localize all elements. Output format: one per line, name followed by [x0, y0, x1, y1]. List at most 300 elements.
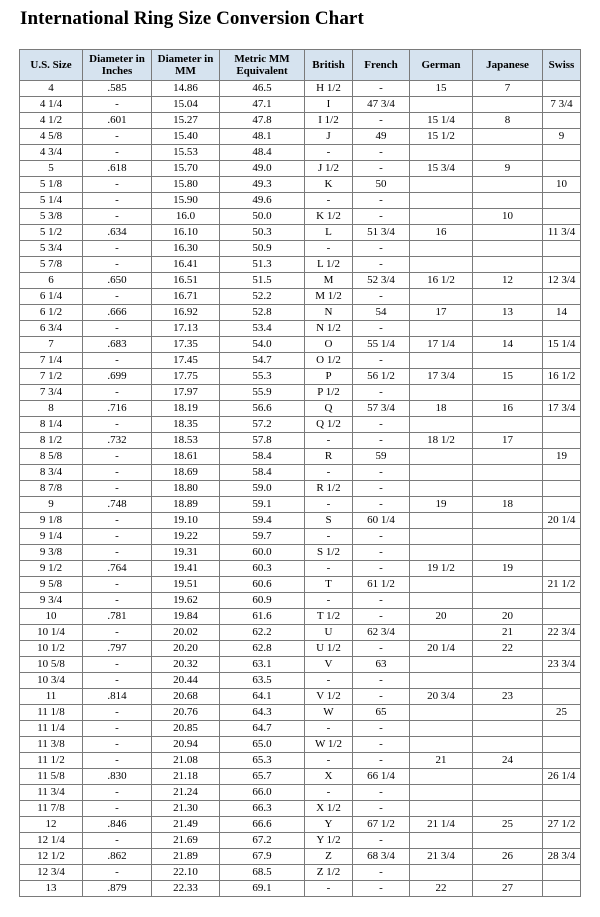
- diameter-inches-cell: .666: [83, 305, 152, 321]
- diameter-mm-cell: 22.10: [152, 865, 220, 881]
- swiss-cell: 10: [543, 177, 581, 193]
- diameter-inches-cell: -: [83, 417, 152, 433]
- metric-mm-cell: 46.5: [220, 81, 305, 97]
- diameter-inches-cell: -: [83, 545, 152, 561]
- french-cell: 66 1/4: [353, 769, 410, 785]
- table-row: [20, 289, 581, 305]
- british-cell: -: [305, 497, 353, 513]
- metric-mm-cell: 58.4: [220, 465, 305, 481]
- french-cell: -: [353, 673, 410, 689]
- british-cell: V: [305, 657, 353, 673]
- metric-mm-cell: 51.3: [220, 257, 305, 273]
- swiss-cell: [543, 145, 581, 161]
- diameter-mm-cell: 15.40: [152, 129, 220, 145]
- british-cell: Z 1/2: [305, 865, 353, 881]
- german-cell: [410, 529, 473, 545]
- british-cell: -: [305, 193, 353, 209]
- us-size-cell: 4: [20, 81, 83, 97]
- japanese-cell: [473, 673, 543, 689]
- metric-mm-cell: 63.5: [220, 673, 305, 689]
- french-cell: -: [353, 193, 410, 209]
- table-body: [20, 81, 581, 897]
- french-cell: -: [353, 241, 410, 257]
- table-row: [20, 737, 581, 753]
- british-cell: -: [305, 753, 353, 769]
- diameter-inches-cell: -: [83, 209, 152, 225]
- japanese-cell: 14: [473, 337, 543, 353]
- british-cell: O 1/2: [305, 353, 353, 369]
- german-cell: [410, 625, 473, 641]
- metric-mm-cell: 57.2: [220, 417, 305, 433]
- table-row: [20, 241, 581, 257]
- japanese-cell: [473, 785, 543, 801]
- metric-mm-cell: 50.0: [220, 209, 305, 225]
- japanese-cell: 9: [473, 161, 543, 177]
- british-cell: Q: [305, 401, 353, 417]
- japanese-cell: [473, 801, 543, 817]
- british-cell: P 1/2: [305, 385, 353, 401]
- table-row: [20, 673, 581, 689]
- us-size-cell: 7 1/4: [20, 353, 83, 369]
- metric-mm-cell: 49.3: [220, 177, 305, 193]
- metric-mm-cell: 49.6: [220, 193, 305, 209]
- diameter-inches-cell: -: [83, 193, 152, 209]
- german-cell: 20: [410, 609, 473, 625]
- diameter-inches-cell: .846: [83, 817, 152, 833]
- british-cell: X: [305, 769, 353, 785]
- swiss-cell: [543, 497, 581, 513]
- diameter-mm-cell: 21.89: [152, 849, 220, 865]
- metric-mm-cell: 64.7: [220, 721, 305, 737]
- metric-mm-cell: 59.7: [220, 529, 305, 545]
- us-size-cell: 5 7/8: [20, 257, 83, 273]
- british-cell: W: [305, 705, 353, 721]
- japanese-cell: [473, 449, 543, 465]
- british-cell: U 1/2: [305, 641, 353, 657]
- japanese-cell: [473, 225, 543, 241]
- diameter-inches-cell: -: [83, 449, 152, 465]
- german-cell: [410, 657, 473, 673]
- diameter-mm-cell: 20.85: [152, 721, 220, 737]
- diameter-mm-cell: 16.92: [152, 305, 220, 321]
- metric-mm-cell: 55.3: [220, 369, 305, 385]
- table-row: [20, 449, 581, 465]
- diameter-mm-cell: 20.94: [152, 737, 220, 753]
- header-swiss: Swiss: [543, 50, 581, 81]
- french-cell: 50: [353, 177, 410, 193]
- french-cell: 51 3/4: [353, 225, 410, 241]
- table-row: [20, 161, 581, 177]
- diameter-inches-cell: .634: [83, 225, 152, 241]
- german-cell: [410, 801, 473, 817]
- german-cell: [410, 449, 473, 465]
- japanese-cell: 15: [473, 369, 543, 385]
- british-cell: K: [305, 177, 353, 193]
- us-size-cell: 7 3/4: [20, 385, 83, 401]
- us-size-cell: 7: [20, 337, 83, 353]
- british-cell: U: [305, 625, 353, 641]
- diameter-inches-cell: -: [83, 465, 152, 481]
- british-cell: S 1/2: [305, 545, 353, 561]
- us-size-cell: 9 5/8: [20, 577, 83, 593]
- diameter-mm-cell: 15.04: [152, 97, 220, 113]
- us-size-cell: 6 3/4: [20, 321, 83, 337]
- metric-mm-cell: 47.1: [220, 97, 305, 113]
- diameter-inches-cell: .748: [83, 497, 152, 513]
- us-size-cell: 13: [20, 881, 83, 897]
- us-size-cell: 4 1/2: [20, 113, 83, 129]
- metric-mm-cell: 60.3: [220, 561, 305, 577]
- german-cell: [410, 865, 473, 881]
- british-cell: W 1/2: [305, 737, 353, 753]
- swiss-cell: 20 1/4: [543, 513, 581, 529]
- swiss-cell: [543, 593, 581, 609]
- metric-mm-cell: 66.6: [220, 817, 305, 833]
- diameter-mm-cell: 17.13: [152, 321, 220, 337]
- diameter-mm-cell: 20.02: [152, 625, 220, 641]
- german-cell: 18 1/2: [410, 433, 473, 449]
- swiss-cell: [543, 721, 581, 737]
- metric-mm-cell: 53.4: [220, 321, 305, 337]
- swiss-cell: [543, 529, 581, 545]
- diameter-inches-cell: .585: [83, 81, 152, 97]
- diameter-inches-cell: .764: [83, 561, 152, 577]
- german-cell: [410, 769, 473, 785]
- french-cell: -: [353, 545, 410, 561]
- german-cell: [410, 481, 473, 497]
- french-cell: -: [353, 753, 410, 769]
- header-diameter-inches: Diameter in Inches: [83, 50, 152, 81]
- table-row: [20, 257, 581, 273]
- us-size-cell: 5 1/8: [20, 177, 83, 193]
- us-size-cell: 12 3/4: [20, 865, 83, 881]
- japanese-cell: [473, 177, 543, 193]
- metric-mm-cell: 50.3: [220, 225, 305, 241]
- table-row: [20, 177, 581, 193]
- metric-mm-cell: 48.4: [220, 145, 305, 161]
- japanese-cell: 13: [473, 305, 543, 321]
- table-row: [20, 561, 581, 577]
- british-cell: -: [305, 241, 353, 257]
- french-cell: 60 1/4: [353, 513, 410, 529]
- japanese-cell: 23: [473, 689, 543, 705]
- us-size-cell: 9: [20, 497, 83, 513]
- german-cell: 15 1/4: [410, 113, 473, 129]
- diameter-mm-cell: 16.0: [152, 209, 220, 225]
- us-size-cell: 12 1/4: [20, 833, 83, 849]
- table-row: [20, 769, 581, 785]
- diameter-mm-cell: 16.71: [152, 289, 220, 305]
- french-cell: 63: [353, 657, 410, 673]
- diameter-mm-cell: 18.69: [152, 465, 220, 481]
- diameter-inches-cell: -: [83, 97, 152, 113]
- diameter-inches-cell: -: [83, 289, 152, 305]
- swiss-cell: [543, 321, 581, 337]
- japanese-cell: [473, 145, 543, 161]
- japanese-cell: 27: [473, 881, 543, 897]
- german-cell: 16: [410, 225, 473, 241]
- diameter-inches-cell: -: [83, 801, 152, 817]
- diameter-mm-cell: 20.20: [152, 641, 220, 657]
- metric-mm-cell: 52.8: [220, 305, 305, 321]
- metric-mm-cell: 59.0: [220, 481, 305, 497]
- japanese-cell: 26: [473, 849, 543, 865]
- swiss-cell: [543, 465, 581, 481]
- metric-mm-cell: 51.5: [220, 273, 305, 289]
- diameter-inches-cell: .650: [83, 273, 152, 289]
- diameter-mm-cell: 16.41: [152, 257, 220, 273]
- french-cell: 54: [353, 305, 410, 321]
- swiss-cell: 12 3/4: [543, 273, 581, 289]
- swiss-cell: 16 1/2: [543, 369, 581, 385]
- german-cell: 17: [410, 305, 473, 321]
- japanese-cell: 19: [473, 561, 543, 577]
- german-cell: 16 1/2: [410, 273, 473, 289]
- british-cell: K 1/2: [305, 209, 353, 225]
- diameter-inches-cell: .683: [83, 337, 152, 353]
- diameter-mm-cell: 20.68: [152, 689, 220, 705]
- us-size-cell: 10 3/4: [20, 673, 83, 689]
- diameter-inches-cell: -: [83, 577, 152, 593]
- swiss-cell: [543, 801, 581, 817]
- chart-title: International Ring Size Conversion Chart: [20, 8, 364, 29]
- diameter-inches-cell: -: [83, 529, 152, 545]
- us-size-cell: 5: [20, 161, 83, 177]
- swiss-cell: [543, 881, 581, 897]
- french-cell: 49: [353, 129, 410, 145]
- table-row: [20, 305, 581, 321]
- swiss-cell: 9: [543, 129, 581, 145]
- british-cell: -: [305, 721, 353, 737]
- british-cell: Q 1/2: [305, 417, 353, 433]
- british-cell: -: [305, 433, 353, 449]
- us-size-cell: 11 7/8: [20, 801, 83, 817]
- german-cell: [410, 705, 473, 721]
- german-cell: [410, 177, 473, 193]
- diameter-inches-cell: -: [83, 513, 152, 529]
- french-cell: -: [353, 289, 410, 305]
- swiss-cell: [543, 865, 581, 881]
- german-cell: [410, 353, 473, 369]
- french-cell: -: [353, 833, 410, 849]
- diameter-inches-cell: .601: [83, 113, 152, 129]
- german-cell: 20 3/4: [410, 689, 473, 705]
- table-row: [20, 273, 581, 289]
- swiss-cell: 22 3/4: [543, 625, 581, 641]
- japanese-cell: 20: [473, 609, 543, 625]
- table-row: [20, 193, 581, 209]
- diameter-mm-cell: 19.22: [152, 529, 220, 545]
- german-cell: [410, 465, 473, 481]
- french-cell: -: [353, 145, 410, 161]
- japanese-cell: [473, 577, 543, 593]
- diameter-mm-cell: 21.08: [152, 753, 220, 769]
- british-cell: -: [305, 465, 353, 481]
- us-size-cell: 10 5/8: [20, 657, 83, 673]
- header-german: German: [410, 50, 473, 81]
- diameter-inches-cell: -: [83, 625, 152, 641]
- german-cell: 20 1/4: [410, 641, 473, 657]
- german-cell: 19 1/2: [410, 561, 473, 577]
- french-cell: 52 3/4: [353, 273, 410, 289]
- british-cell: N: [305, 305, 353, 321]
- french-cell: 47 3/4: [353, 97, 410, 113]
- british-cell: Y 1/2: [305, 833, 353, 849]
- us-size-cell: 10: [20, 609, 83, 625]
- metric-mm-cell: 65.7: [220, 769, 305, 785]
- german-cell: 18: [410, 401, 473, 417]
- japanese-cell: [473, 593, 543, 609]
- swiss-cell: [543, 385, 581, 401]
- german-cell: 17 3/4: [410, 369, 473, 385]
- diameter-mm-cell: 20.44: [152, 673, 220, 689]
- swiss-cell: [543, 785, 581, 801]
- metric-mm-cell: 60.6: [220, 577, 305, 593]
- metric-mm-cell: 58.4: [220, 449, 305, 465]
- diameter-inches-cell: -: [83, 657, 152, 673]
- german-cell: [410, 721, 473, 737]
- diameter-inches-cell: -: [83, 353, 152, 369]
- us-size-cell: 9 1/8: [20, 513, 83, 529]
- french-cell: -: [353, 385, 410, 401]
- metric-mm-cell: 56.6: [220, 401, 305, 417]
- us-size-cell: 8 3/4: [20, 465, 83, 481]
- swiss-cell: 23 3/4: [543, 657, 581, 673]
- japanese-cell: [473, 321, 543, 337]
- german-cell: [410, 833, 473, 849]
- table-row: [20, 465, 581, 481]
- diameter-mm-cell: 15.70: [152, 161, 220, 177]
- metric-mm-cell: 64.1: [220, 689, 305, 705]
- german-cell: [410, 257, 473, 273]
- swiss-cell: 19: [543, 449, 581, 465]
- table-row: [20, 721, 581, 737]
- diameter-mm-cell: 19.84: [152, 609, 220, 625]
- german-cell: [410, 193, 473, 209]
- header-metric-mm: Metric MM Equivalent: [220, 50, 305, 81]
- british-cell: H 1/2: [305, 81, 353, 97]
- swiss-cell: [543, 209, 581, 225]
- british-cell: V 1/2: [305, 689, 353, 705]
- metric-mm-cell: 66.3: [220, 801, 305, 817]
- table-row: [20, 81, 581, 97]
- table-row: [20, 609, 581, 625]
- metric-mm-cell: 65.0: [220, 737, 305, 753]
- japanese-cell: 7: [473, 81, 543, 97]
- german-cell: 21: [410, 753, 473, 769]
- british-cell: -: [305, 593, 353, 609]
- japanese-cell: [473, 257, 543, 273]
- french-cell: -: [353, 785, 410, 801]
- diameter-mm-cell: 17.97: [152, 385, 220, 401]
- german-cell: [410, 577, 473, 593]
- swiss-cell: [543, 241, 581, 257]
- french-cell: -: [353, 561, 410, 577]
- metric-mm-cell: 54.7: [220, 353, 305, 369]
- diameter-mm-cell: 15.27: [152, 113, 220, 129]
- japanese-cell: 16: [473, 401, 543, 417]
- us-size-cell: 5 3/4: [20, 241, 83, 257]
- japanese-cell: 25: [473, 817, 543, 833]
- metric-mm-cell: 62.2: [220, 625, 305, 641]
- diameter-inches-cell: .862: [83, 849, 152, 865]
- french-cell: -: [353, 481, 410, 497]
- diameter-mm-cell: 17.75: [152, 369, 220, 385]
- british-cell: -: [305, 145, 353, 161]
- swiss-cell: [543, 641, 581, 657]
- british-cell: X 1/2: [305, 801, 353, 817]
- table-row: [20, 209, 581, 225]
- german-cell: [410, 209, 473, 225]
- french-cell: -: [353, 865, 410, 881]
- us-size-cell: 11: [20, 689, 83, 705]
- british-cell: T: [305, 577, 353, 593]
- diameter-inches-cell: .699: [83, 369, 152, 385]
- japanese-cell: [473, 721, 543, 737]
- metric-mm-cell: 59.4: [220, 513, 305, 529]
- table-row: [20, 513, 581, 529]
- swiss-cell: 21 1/2: [543, 577, 581, 593]
- german-cell: 15: [410, 81, 473, 97]
- french-cell: -: [353, 353, 410, 369]
- german-cell: [410, 145, 473, 161]
- table-row: [20, 833, 581, 849]
- diameter-mm-cell: 18.61: [152, 449, 220, 465]
- japanese-cell: 12: [473, 273, 543, 289]
- us-size-cell: 10 1/2: [20, 641, 83, 657]
- table-row: [20, 849, 581, 865]
- french-cell: 67 1/2: [353, 817, 410, 833]
- german-cell: [410, 593, 473, 609]
- french-cell: 65: [353, 705, 410, 721]
- diameter-mm-cell: 18.35: [152, 417, 220, 433]
- us-size-cell: 10 1/4: [20, 625, 83, 641]
- british-cell: Z: [305, 849, 353, 865]
- french-cell: -: [353, 641, 410, 657]
- french-cell: -: [353, 737, 410, 753]
- british-cell: -: [305, 673, 353, 689]
- diameter-inches-cell: -: [83, 481, 152, 497]
- french-cell: -: [353, 161, 410, 177]
- diameter-mm-cell: 21.30: [152, 801, 220, 817]
- british-cell: L: [305, 225, 353, 241]
- diameter-inches-cell: -: [83, 705, 152, 721]
- japanese-cell: [473, 737, 543, 753]
- table-row: [20, 657, 581, 673]
- swiss-cell: [543, 289, 581, 305]
- diameter-mm-cell: 21.18: [152, 769, 220, 785]
- swiss-cell: [543, 113, 581, 129]
- japanese-cell: [473, 241, 543, 257]
- diameter-mm-cell: 18.80: [152, 481, 220, 497]
- header-diameter-mm: Diameter in MM: [152, 50, 220, 81]
- us-size-cell: 6 1/2: [20, 305, 83, 321]
- diameter-mm-cell: 16.10: [152, 225, 220, 241]
- diameter-inches-cell: -: [83, 257, 152, 273]
- table-row: [20, 97, 581, 113]
- diameter-mm-cell: 16.30: [152, 241, 220, 257]
- japanese-cell: 24: [473, 753, 543, 769]
- table-row: [20, 417, 581, 433]
- swiss-cell: 11 3/4: [543, 225, 581, 241]
- swiss-cell: [543, 81, 581, 97]
- diameter-inches-cell: .618: [83, 161, 152, 177]
- diameter-inches-cell: .879: [83, 881, 152, 897]
- diameter-mm-cell: 19.62: [152, 593, 220, 609]
- diameter-mm-cell: 17.35: [152, 337, 220, 353]
- us-size-cell: 8: [20, 401, 83, 417]
- french-cell: -: [353, 321, 410, 337]
